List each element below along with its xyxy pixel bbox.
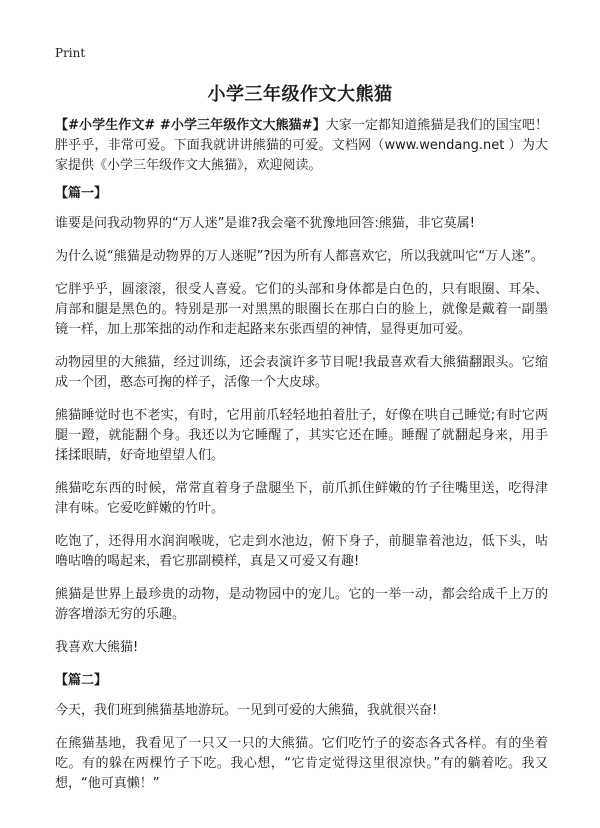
paragraph: 吃饱了，还得用水润润喉咙，它走到水池边，俯下身子，前腿靠着池边，低下头，咕噜咕噜的喝起来，看它那副模样，真是又可爱又有趣! bbox=[55, 534, 548, 569]
section-heading-2: 【篇二】 bbox=[55, 673, 108, 688]
paragraph: 动物园里的大熊猫，经过训练，还会表演许多节目呢!我最喜欢看大熊猫翻跟头。它缩成一个团，憨态可掬的样子，活像一个大皮球。 bbox=[55, 355, 548, 390]
intro-text: 大家一定都知道熊猫是我们的国宝吧！胖乎乎，非常可爱。下面我就讲讲熊猫的可爱。文档网（www.wendang.net ）为大家提供《小学三年级作文大熊猫》，欢迎阅读。 bbox=[55, 118, 548, 173]
intro-tags: 【#小学生作文# #小学三年级作文大熊猫#】 bbox=[55, 118, 326, 133]
paragraph: 谁要是问我动物界的“万人迷”是谁?我会毫不犹豫地回答:熊猫，非它莫属! bbox=[55, 216, 475, 231]
article-body bbox=[55, 116, 548, 807]
paragraph: 熊猫吃东西的时候，常常直着身子盘腿坐下，前爪抓住鲜嫩的竹子往嘴里送，吃得津津有味。它爱吃鲜嫩的竹叶。 bbox=[55, 481, 548, 516]
paragraph: 我喜欢大熊猫! bbox=[55, 640, 139, 655]
print-label: Print bbox=[55, 46, 86, 60]
paragraph: 今天，我们班到熊猫基地游玩。一见到可爱的大熊猫，我就很兴奋! bbox=[55, 703, 438, 718]
paragraph: 为什么说“熊猫是动物界的万人迷呢”?因为所有人都喜欢它，所以我就叫它“万人迷”。 bbox=[55, 249, 544, 264]
paragraph: 它胖乎乎，圆滚滚，很受人喜爱。它们的头部和身体都是白色的，只有眼圈、耳朵、肩部和腿是黑色的。特别是那一对黑黑的眼圈长在那白白的脸上，就像是戴着一副墨镜一样，加上那笨拙的动作和走起路来东张西望的神情，显得更加可爱。 bbox=[55, 282, 548, 337]
paragraph: 熊猫睡觉时也不老实，有时，它用前爪轻轻地拍着肚子，好像在哄自己睡觉;有时它两腿一蹬，就能翻个身。我还以为它睡醒了，其实它还在睡。睡醒了就翻起身来，用手揉揉眼睛，好奇地望望人们。 bbox=[55, 408, 548, 463]
page-title: 小学三年级作文大熊猫 bbox=[207, 84, 393, 105]
section-heading-1: 【篇一】 bbox=[55, 186, 108, 201]
intro-paragraph bbox=[55, 116, 548, 176]
paragraph: 熊猫是世界上最珍贵的动物，是动物园中的宠儿。它的一举一动，都会给成千上万的游客增添无穷的乐趣。 bbox=[55, 587, 548, 622]
paragraph: 在熊猫基地，我看见了一只又一只的大熊猫。它们吃竹子的姿态各式各样。有的坐着吃。有的躲在两棵竹子下吃。我心想，“它肯定觉得这里很凉快。”有的躺着吃。我又想，“他可真懒！” bbox=[55, 736, 548, 791]
